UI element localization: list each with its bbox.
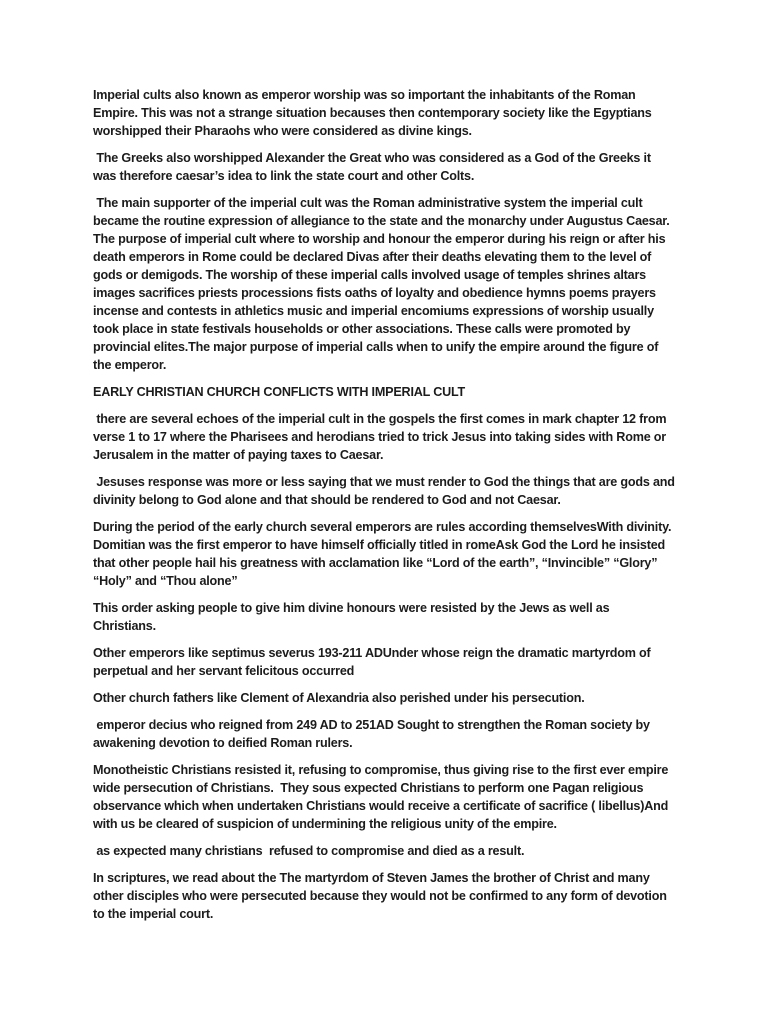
- paragraph-6: During the period of the early church several emperors are rules according themselvesWith divinity. Domitian was the first emperor to have himself officially titled in romeAsk God the Lord he insisted that other people hail his greatness with acclamation like “Lord of the earth”, “Invincible” “Glory” “Holy” and “Thou alone”: [93, 520, 675, 588]
- paragraph-5: Jesuses response was more or less saying that we must render to God the things that are gods and divinity belong to God alone and that should be rendered to God and not Caesar.: [93, 475, 679, 507]
- paragraph-9: Other church fathers like Clement of Alexandria also perished under his persecution.: [93, 691, 585, 705]
- paragraph-13: In scriptures, we read about the The martyrdom of Steven James the brother of Christ and many other disciples who were persecuted because they would not be confirmed to any form of devotion to the imperial court.: [93, 871, 671, 921]
- section-heading: EARLY CHRISTIAN CHURCH CONFLICTS WITH IMPERIAL CULT: [93, 385, 466, 399]
- document-page: [93, 86, 679, 932]
- paragraph-3: The main supporter of the imperial cult was the Roman administrative system the imperial cult became the routine expression of allegiance to the state and the monarchy under Augustus Caesar. The purpose of imperial cult where to worship and honour the emperor during his reign or after his death emperors in Rome could be declared Divas after their deaths elevating them to the level of gods or demigods. The worship of these imperial calls involved usage of temples shrines altars images sacrifices priests processions fists oaths of loyalty and obedience hymns poems prayers incense and contests in athletics music and imperial encomiums expressions of worship usually took place in state festivals households or other associations. These calls were promoted by provincial elites.The major purpose of imperial calls when to unify the empire around the figure of the emperor.: [93, 196, 673, 372]
- paragraph-10: emperor decius who reigned from 249 AD to 251AD Sought to strengthen the Roman society by awakening devotion to deified Roman rulers.: [93, 718, 654, 750]
- paragraph-11: Monotheistic Christians resisted it, refusing to compromise, thus giving rise to the first ever empire wide persecution of Christians. They sous expected Christians to perform one Pagan religious observance which when undertaken Christians would receive a certificate of sacrifice ( libellus)And with us be cleared of suspicion of undermining the religious unity of the empire.: [93, 763, 672, 831]
- paragraph-4: there are several echoes of the imperial cult in the gospels the first comes in mark chapter 12 from verse 1 to 17 where the Pharisees and herodians tried to trick Jesus into taking sides with Rome or Jerusalem in the matter of paying taxes to Caesar.: [93, 412, 670, 462]
- paragraph-8: Other emperors like septimus severus 193-211 ADUnder whose reign the dramatic martyrdom of perpetual and her servant felicitous occurred: [93, 646, 654, 678]
- paragraph-1: Imperial cults also known as emperor worship was so important the inhabitants of the Roman Empire. This was not a strange situation becauses then contemporary society like the Egyptians worshipped their Pharaohs who were considered as divine kings.: [93, 88, 655, 138]
- paragraph-2: The Greeks also worshipped Alexander the Great who was considered as a God of the Greeks it was therefore caesar’s idea to link the state court and other Colts.: [93, 151, 655, 183]
- paragraph-7: This order asking people to give him divine honours were resisted by the Jews as well as Christians.: [93, 601, 613, 633]
- paragraph-12: as expected many christians refused to compromise and died as a result.: [93, 844, 525, 858]
